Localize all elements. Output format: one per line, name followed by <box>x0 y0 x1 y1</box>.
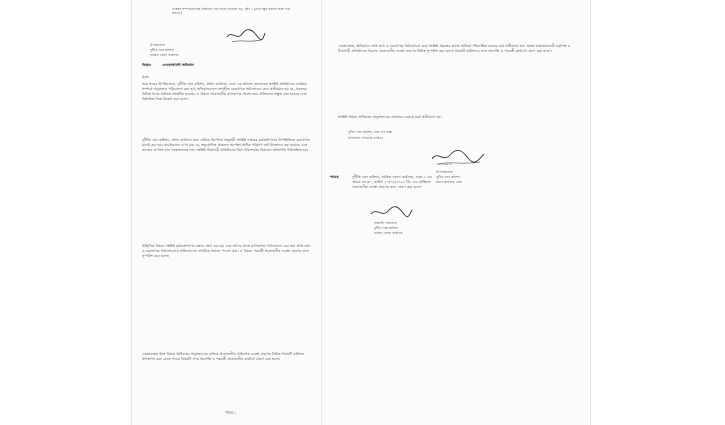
signatory-line-2: দুর্নীতি দমন কমিশন <box>436 175 460 179</box>
salutation: সূত্রঃ <box>142 75 149 79</box>
signer-line-1: সহকারী পরিচালক <box>374 221 397 225</box>
header-note: ডাকঘর সম্পত্তিগুলোর বিস্তারিত তথ্য প্রদান সংক্রান্ত পত্র, পৃষ্ঠা ১ (লেখা ক্ষুদ্র হওয়ায় হুবহু পড়া যায় না) <box>172 7 291 16</box>
subject-label: বিষয়ঃ <box>142 63 152 67</box>
memo-label: স্মারক <box>330 175 339 179</box>
signatory-line-3: প্রধান কার্যালয়, ঢাকা <box>436 180 463 184</box>
sender-line-1: উপরিচালক <box>150 43 165 47</box>
document-page-2 <box>322 0 590 425</box>
paragraph-1: অত্র পত্রের উপরিচালক, দুর্নীতি দমন কমিশন, প্রধান কার্যালয়, ঢাকা এর আদেশ মোতাবেক সংশ্লিষ্ট প্রতিষ্ঠানের কার্যক্রম সম্পর্কে অনুসন্ধান পরিচালনা করা হয়। অভিযানকালে সংগৃহীত রেকর্ডপত্র পর্যালোচনা করে প্রতীয়মান হয় যে, প্রকল্পের বিভিন্ন খাতে অনিয়ম সংঘটিত হয়েছে। এ বিষয়ে প্রয়োজনীয় কাগজপত্র সংগ্রহ করে প্রতিবেদন প্রস্তুত করা হয়েছে এবং বিস্তারিত নিম্নে উল্লেখ করা হলো। <box>142 82 307 101</box>
page-number: পাতা-১ <box>225 410 237 415</box>
signer-line-3: সমন্বিত জেলা কার্যালয় <box>374 231 403 235</box>
signature-mark <box>368 202 414 222</box>
closing-line-2: প্রতিবেদন দাখিলের তারিখঃ <box>348 136 384 140</box>
paragraph-3: উল্লিখিত বিষয়ে সংশ্লিষ্ট কর্মকর্তাগণের বক্তব্য গ্রহণ করা হয় এবং তাঁদের প্রদত্ত কাগজপত্র পর্যালোচনা করা হয়। প্রাপ্ত তথ্য ও রেকর্ডপত্র পর্যালোচনায় অভিযোগের প্রাথমিক সত্যতা পাওয়া যায়। এ বিষয়ে পরবর্তী প্রয়োজনীয় ব্যবস্থা গ্রহণের জন্য সুপারিশ করা হলো। <box>142 244 311 258</box>
sender-line-2: দুর্নীতি দমন কমিশন <box>150 48 174 52</box>
document-page-1 <box>132 0 322 425</box>
second-paragraph: সংশ্লিষ্ট বিষয়ে অধিকতর অনুসন্ধানের প্রয়োজন রয়েছে মর্মে প্রতীয়মান হয়। <box>338 115 442 119</box>
signatory-line-1: উপপরিচালক <box>436 170 453 174</box>
signer-line-2: দুর্নীতি দমন কমিশন <box>374 226 398 230</box>
signature-mark <box>224 26 268 46</box>
sender-line-3: সমন্বিত জেলা কার্যালয় <box>150 53 179 57</box>
paragraph-2: দুর্নীতি দমন কমিশন, প্রধান কার্যালয় হতে প্রেরিত নির্দেশনা অনুযায়ী সংশ্লিষ্ট দপ্তরের কর্মকর্তাগণের উপস্থিতিতে রেকর্ডপত্র যাচাই করা হয়। যাচাইকালে দেখা যায় যে, অনুমোদিত প্রাক্কলন অপেক্ষা অধিক পরিমাণ অর্থ উত্তোলন করা হয়েছে এবং কাজের গুণগত মান সন্তোষজনক নয়। সংশ্লিষ্ট ঠিকাদারী প্রতিষ্ঠানের বিল পরিশোধের বিষয়েও অসংগতি পরিলক্ষিত হয়। <box>142 138 310 152</box>
subject-text: এনফোর্সমেন্ট অভিযান <box>162 63 194 67</box>
closing-line-1: দুর্নীতি দমন কমিশন, ঢাকা এর পক্ষে <box>348 130 393 134</box>
signature-date: ১০.৫.২০২২ <box>436 162 453 166</box>
memo-text: দুর্নীতি দমন কমিশন, সমন্বিত জেলা কার্যালয়, ঢাকা-১ এর স্মারক নং-৩০, তারিখ ১০/০৫/২০২২ খ্রি. এর প্রেক্ষিতে প্রয়োজনীয় ব্যবস্থা গ্রহণের জন্য প্রেরণ করা হলো। <box>352 175 432 189</box>
top-paragraph: এমতাবস্থায়, অভিযানে প্রাপ্ত তথ্য ও রেকর্ডপত্র পর্যালোচনা করে সংশ্লিষ্ট প্রকল্পের কাজে অনিয়ম পরিলক্ষিত হয়েছে মর্মে প্রতীয়মান হয়। প্রকল্প বাস্তবায়নকারী কর্তৃপক্ষ ও ঠিকাদারী প্রতিষ্ঠানের বিরুদ্ধে প্রয়োজনীয় ব্যবস্থা গ্রহণের নিমিত্ত সুপারিশ করা হলো। বিষয়টি কমিশনের সদয় অবগতি ও পরবর্তী কার্যার্থে প্রেরণ করা হলো। <box>338 44 571 53</box>
closing-paragraph: এমতাবস্থায় উক্ত বিষয়ে অধিকতর অনুসন্ধানের মাধ্যমে প্রয়োজনীয় আইনগত ব্যবস্থা গ্রহণের নিমিত্ত বিষয়টি কমিশনে উপস্থাপন করা যেতে পারে। বিষয়টি সদয় অবগতি ও পরবর্তী প্রয়োজনীয় কার্যার্থে প্রেরণ করা হলো। <box>142 352 305 361</box>
